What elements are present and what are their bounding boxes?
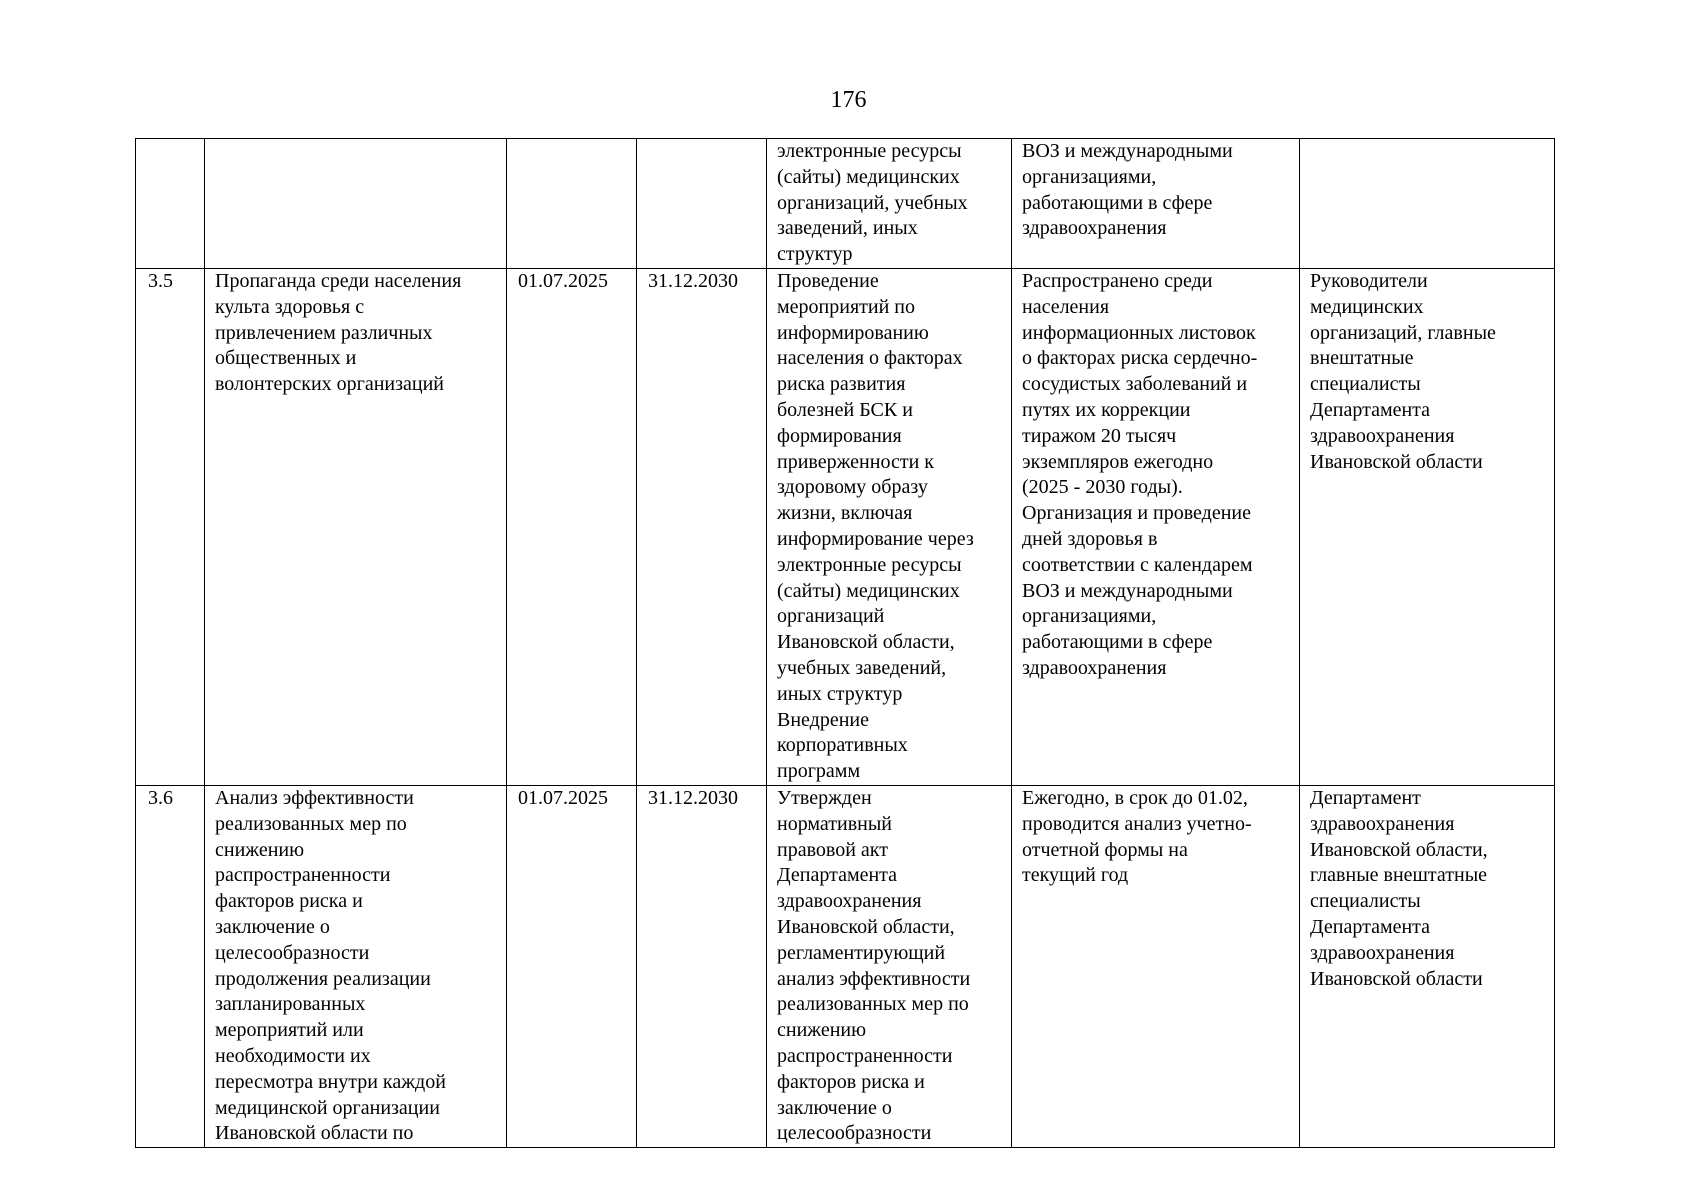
cell-end-date: 31.12.2030 — [637, 269, 767, 786]
cell-responsible: Департамент здравоохранения Ивановской области, главные внештатные специалисты Департамента здравоохранения Ивановской области — [1300, 785, 1555, 1147]
cell-number — [136, 139, 205, 269]
cell-indicator: Распространено среди населения информационных листовок о факторах риска сердечно- сосудистых заболеваний и путях их коррекции тиражом 20 тысяч экземпляров ежегодно (2025 - 2030 годы). Организация и проведение дней здоровья в соответствии с календарем ВОЗ и международными организациями, работающими в сфере здравоохранения — [1012, 269, 1300, 786]
cell-end-date — [637, 139, 767, 269]
cell-measure-name — [205, 139, 507, 269]
cell-measure-name: Пропаганда среди населения культа здоровья с привлечением различных общественных и волонтерских организаций — [205, 269, 507, 786]
cell-end-date: 31.12.2030 — [637, 785, 767, 1147]
cell-start-date: 01.07.2025 — [507, 269, 637, 786]
cell-responsible — [1300, 139, 1555, 269]
cell-indicator: Ежегодно, в срок до 01.02, проводится анализ учетно- отчетной формы на текущий год — [1012, 785, 1300, 1147]
cell-responsible: Руководители медицинских организаций, главные внештатные специалисты Департамента здравоохранения Ивановской области — [1300, 269, 1555, 786]
cell-start-date — [507, 139, 637, 269]
cell-result: Утвержден нормативный правовой акт Департамента здравоохранения Ивановской области, регламентирующий анализ эффективности реализованных мер по снижению распространенности факторов риска и заключение о целесообразности — [767, 785, 1012, 1147]
cell-result: электронные ресурсы (сайты) медицинских организаций, учебных заведений, иных структур — [767, 139, 1012, 269]
page-number: 176 — [830, 87, 867, 113]
table-row — [136, 785, 1555, 1147]
measures-table — [135, 138, 1555, 1148]
cell-number: 3.5 — [136, 269, 205, 786]
table-row — [136, 139, 1555, 269]
cell-result: Проведение мероприятий по информированию населения о факторах риска развития болезней БСК и формирования приверженности к здоровому образу жизни, включая информирование через электронные ресурсы (сайты) медицинских организаций Ивановской области, учебных заведений, иных структур Внедрение корпоративных программ — [767, 269, 1012, 786]
table-row — [136, 269, 1555, 786]
cell-start-date: 01.07.2025 — [507, 785, 637, 1147]
cell-indicator: ВОЗ и международными организациями, работающими в сфере здравоохранения — [1012, 139, 1300, 269]
cell-measure-name: Анализ эффективности реализованных мер по снижению распространенности факторов риска и заключение о целесообразности продолжения реализации запланированных мероприятий или необходимости их пересмотра внутри каждой медицинской организации Ивановской области по — [205, 785, 507, 1147]
cell-number: 3.6 — [136, 785, 205, 1147]
